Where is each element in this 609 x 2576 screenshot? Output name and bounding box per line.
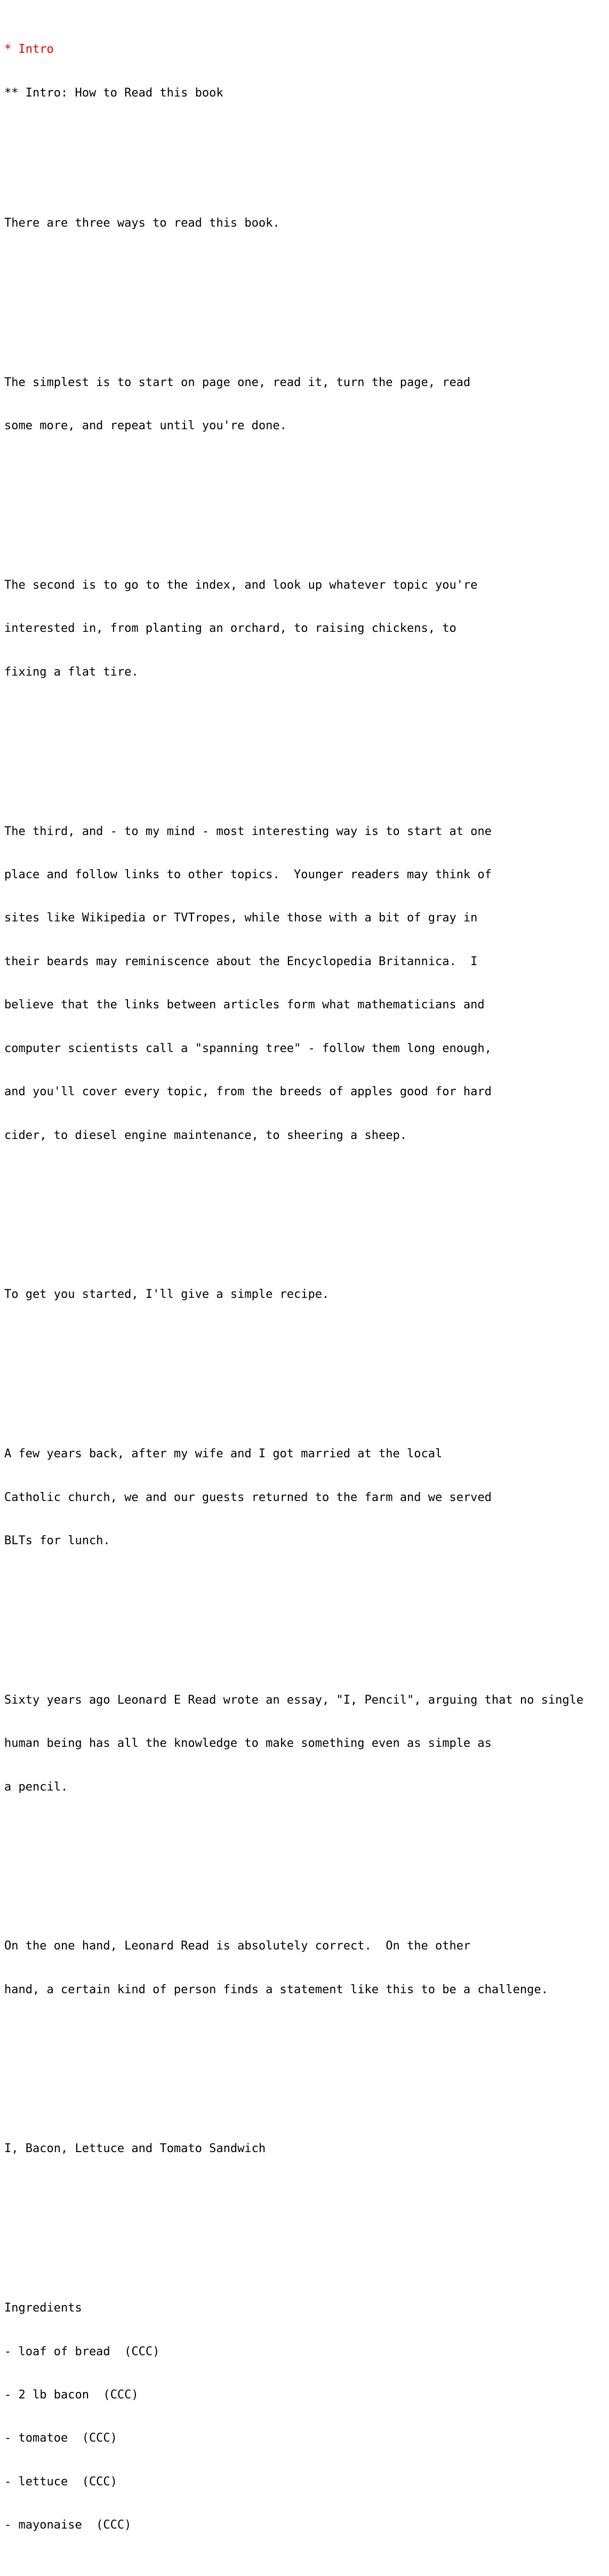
ingredient-item: - tomatoe (CCC) [4,2431,117,2445]
paragraph-sixty-years [4,1664,609,1823]
text-line: believe that the links between articles form what mathematicians and [4,998,485,1012]
text-line: and you'll cover every topic, from the breeds of apples good for hard [4,1085,492,1099]
text-line: interested in, from planting an orchard, to raising chickens, to [4,622,456,636]
text-line: BLTs for lunch. [4,1534,110,1548]
paragraph-third [4,795,609,1171]
blank-line [4,2055,609,2069]
text-line: On the one hand, Leonard Read is absolutely correct. On the other [4,1939,471,1953]
text-line: Catholic church, we and our guests returned to the farm and we served [4,1490,492,1504]
text-line: sites like Wikipedia or TVTropes, while those with a bit of gray in [4,911,478,925]
ingredients-section [4,2272,609,2562]
text-line: human being has all the knowledge to make something even as simple as [4,1737,492,1751]
text-line: To get you started, I'll give a simple recipe. [4,1288,330,1302]
text-line: I, Bacon, Lettuce and Tomato Sandwich [4,2142,266,2156]
ingredients-title: Ingredients [4,2301,82,2315]
text-line: their beards may reminiscence about the Encyclopedia Britannica. I [4,954,478,968]
text-line: some more, and repeat until you're done. [4,419,287,433]
recipe-title [4,2113,609,2185]
blank-line [4,491,609,505]
blank-line [4,2214,609,2228]
blank-line [4,1201,609,1215]
paragraph-simplest [4,347,609,462]
paragraph-second [4,549,609,709]
blank-line [4,1360,609,1374]
text-line: cider, to diesel engine maintenance, to sheering a sheep. [4,1128,407,1142]
ingredient-item: - lettuce (CCC) [4,2475,117,2489]
blank-line [4,129,609,143]
paragraph-get-started [4,1258,609,1331]
paragraph-one-hand [4,1910,609,2026]
text-line: The second is to go to the index, and look up whatever topic you're [4,578,478,592]
blank-line [4,1606,609,1620]
text-line: A few years back, after my wife and I got married at the local [4,1447,443,1461]
text-line: place and follow links to other topics. Younger readers may think of [4,868,492,882]
text-line: There are three ways to read this book. [4,216,280,230]
text-line: fixing a flat tire. [4,665,139,679]
heading-level-2: ** Intro: How to Read this book [4,86,223,100]
document-text-area[interactable] [4,13,609,2576]
ingredient-item: - 2 lb bacon (CCC) [4,2388,139,2402]
text-line: hand, a certain kind of person finds a statement like this to be a challenge. [4,1983,548,1996]
blank-line [4,288,609,303]
blank-line [4,737,609,752]
paragraph-intro [4,187,609,260]
ingredient-item: - mayonaise (CCC) [4,2518,132,2532]
text-line: The simplest is to start on page one, read it, turn the page, read [4,375,471,389]
ingredient-item: - loaf of bread (CCC) [4,2345,160,2358]
text-line: The third, and - to my mind - most interesting way is to start at one [4,824,492,838]
text-line: computer scientists call a "spanning tree" - follow them long enough, [4,1041,492,1055]
text-line: Sixty years ago Leonard E Read wrote an essay, "I, Pencil", arguing that no single [4,1693,584,1707]
heading-level-1: * Intro [4,43,54,57]
text-line: a pencil. [4,1780,68,1794]
blank-line [4,1852,609,1866]
paragraph-few-years-back [4,1418,609,1577]
